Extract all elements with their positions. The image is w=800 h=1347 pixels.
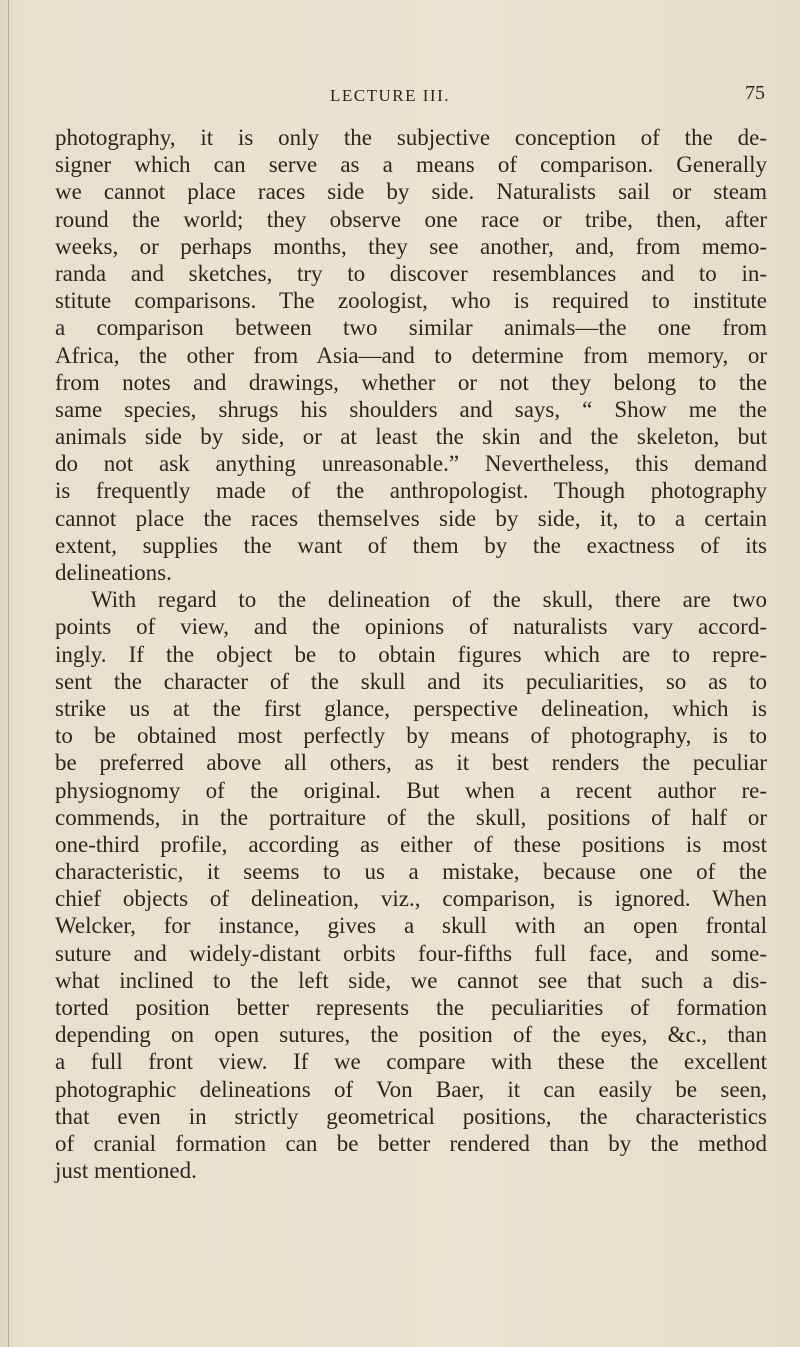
text-line: ingly. If the object be to obtain figures which are to repre- [55,641,767,667]
text-line: that even in strictly geometrical positions, the characteristics [55,1103,767,1129]
text-line: chief objects of delineation, viz., comparison, is ignored. When [55,886,767,912]
text-line: animals side by side, or at least the skin and the skeleton, but [55,424,767,450]
text-line: With regard to the delineation of the skull, there are two [91,587,767,613]
body-text [55,124,767,1184]
text-line: is frequently made of the anthropologist. Though photography [55,478,767,504]
text-line: depending on open sutures, the position of the eyes, &c., than [55,1022,767,1048]
text-line: a full front view. If we compare with these the excellent [55,1049,767,1075]
running-head: LECTURE III. [330,86,450,105]
text-line: randa and sketches, try to discover resemblances and to in- [55,260,767,286]
text-line: a comparison between two similar animals—the one from [55,315,767,341]
text-line: photography, it is only the subjective conception of the de- [55,125,767,150]
text-line: to be obtained most perfectly by means of photography, is to [55,723,767,749]
text-line: suture and widely-distant orbits four-fifths full face, and some- [55,940,767,966]
text-line: what inclined to the left side, we cannot see that such a dis- [55,967,767,993]
text-line: strike us at the first glance, perspective delineation, which is [55,695,767,721]
text-line: round the world; they observe one race or tribe, then, after [55,206,767,232]
page-header [0,82,800,112]
text-line: be preferred above all others, as it best renders the peculiar [55,750,767,776]
text-line: do not ask anything unreasonable.” Nevertheless, this demand [55,451,767,477]
text-line: physiognomy of the original. But when a recent author re- [55,777,767,803]
text-line: characteristic, it seems to us a mistake, because one of the [55,859,767,885]
text-line: from notes and drawings, whether or not they belong to the [55,369,767,395]
text-line: weeks, or perhaps months, they see another, and, from memo- [55,233,767,259]
text-line: one-third profile, according as either of these positions is most [55,831,767,857]
page-number: 75 [745,82,765,104]
text-line: commends, in the portraiture of the skull, positions of half or [55,804,767,830]
text-line: torted position better represents the peculiarities of formation [55,995,767,1020]
text-line: points of view, and the opinions of naturalists vary accord- [55,614,767,640]
text-line: photographic delineations of Von Baer, it can easily be seen, [55,1076,767,1102]
text-line: Africa, the other from Asia—and to determine from memory, or [55,342,767,368]
text-line: Welcker, for instance, gives a skull with an open frontal [55,913,767,939]
text-line: sent the character of the skull and its peculiarities, so as to [55,668,767,694]
text-line: of cranial formation can be better rendered than by the method [55,1130,767,1156]
text-line: signer which can serve as a means of comparison. Generally [55,152,767,178]
text-line: cannot place the races themselves side by side, it, to a certain [55,505,767,531]
text-line: stitute comparisons. The zoologist, who is required to institute [55,288,767,314]
text-line: same species, shrugs his shoulders and says, “ Show me the [55,396,767,422]
text-line: extent, supplies the want of them by the exactness of its [55,532,767,558]
text-line: we cannot place races side by side. Naturalists sail or steam [55,179,767,205]
text-line: just mentioned. [55,1158,197,1184]
page-gutter-edge [8,0,9,1347]
text-line: delineations. [55,560,172,585]
